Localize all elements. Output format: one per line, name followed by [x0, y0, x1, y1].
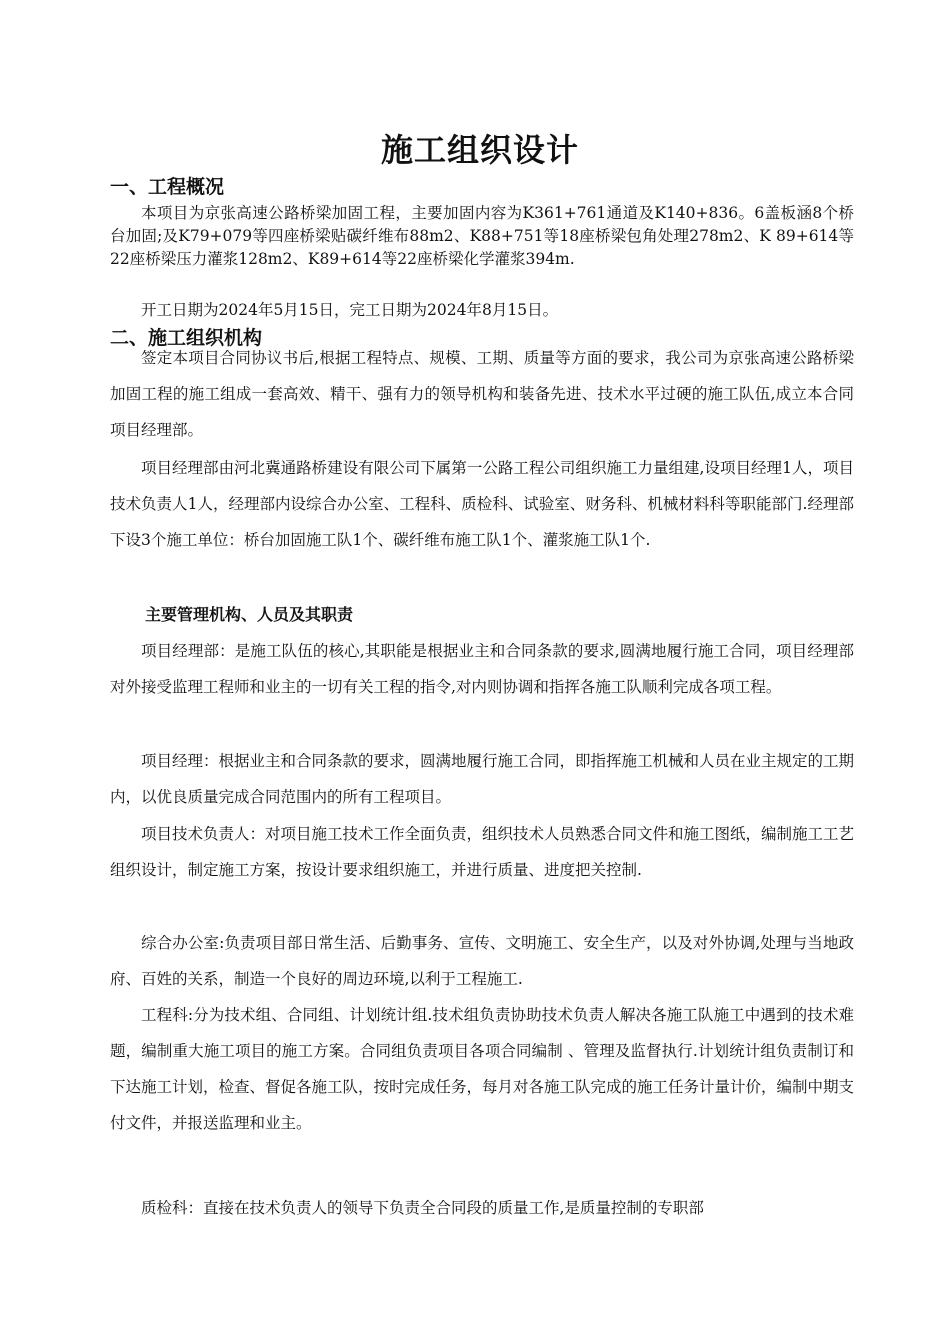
organization-paragraph-1: 签定本项目合同协议书后,根据工程特点、规模、工期、质量等方面的要求，我公司为京张高速公路桥梁加固工程的施工组成一套高效、精干、强有力的领导机构和装备先进、技术水平过硬的施工队伍,成立本合同项目经理部。: [110, 349, 854, 439]
section-heading-overview: 一、工程概况: [110, 176, 225, 198]
duty-general-office: 综合办公室:负责项目部日常生活、后勤事务、宣传、文明施工、安全生产，以及对外协调,处理与当地政府、百姓的关系，制造一个良好的周边环境,以利于工程施工.: [110, 934, 854, 988]
overview-paragraph: 本项目为京张高速公路桥梁加固工程，主要加固内容为K361+761通道及K140+836。6盖板涵8个桥台加固;及K79+079等四座桥梁贴碳纤维布88m2、K88+751等18座桥梁包角处理278m2、K 89+614等22座桥梁压力灌浆128m2、K89+614等22座桥梁化学灌浆394m.: [110, 204, 854, 268]
schedule-paragraph: 开工日期为2024年5月15日，完工日期为2024年8月15日。: [141, 301, 559, 319]
subheading-management: 主要管理机构、人员及其职责: [145, 605, 354, 624]
document-title: 施工组织设计: [380, 131, 579, 169]
duty-project-department: 项目经理部：是施工队伍的核心,其职能是根据业主和合同条款的要求,圆满地履行施工合同，项目经理部对外接受监理工程师和业主的一切有关工程的指令,对内则协调和指挥各施工队顺利完成各项工程。: [110, 642, 854, 696]
duty-technical-lead: 项目技术负责人：对项目施工技术工作全面负责，组织技术人员熟悉合同文件和施工图纸，编制施工工艺组织设计，制定施工方案，按设计要求组织施工，并进行质量、进度把关控制.: [110, 825, 855, 879]
duty-engineering-dept: 工程科:分为技术组、合同组、计划统计组.技术组负责协助技术负责人解决各施工队施工中遇到的技术难题，编制重大施工项目的施工方案。合同组负责项目各项合同编制 、管理及监督执行.计划统计组负责制订和下达施工计划，检查、督促各施工队，按时完成任务，每月对各施工队完成的施工任务计量计价，编制中期支付文件，并报送监理和业主。: [110, 1006, 855, 1132]
organization-paragraph-2: 项目经理部由河北冀通路桥建设有限公司下属第一公路工程公司组织施工力量组建,设项目经理1人，项目技术负责人1人，经理部内设综合办公室、工程科、质检科、试验室、财务科、机械材料科等职能部门.经理部下设3个施工单位：桥台加固施工队1个、碳纤维布施工队1个、灌浆施工队1个.: [110, 459, 854, 549]
duty-quality-dept: 质检科：直接在技术负责人的领导下负责全合同段的质量工作,是质量控制的专职部: [141, 1199, 704, 1217]
duty-project-manager: 项目经理：根据业主和合同条款的要求，圆满地履行施工合同，即指挥施工机械和人员在业主规定的工期内，以优良质量完成合同范围内的所有工程项目。: [110, 752, 855, 806]
section-heading-organization: 二、施工组织机构: [110, 327, 263, 349]
